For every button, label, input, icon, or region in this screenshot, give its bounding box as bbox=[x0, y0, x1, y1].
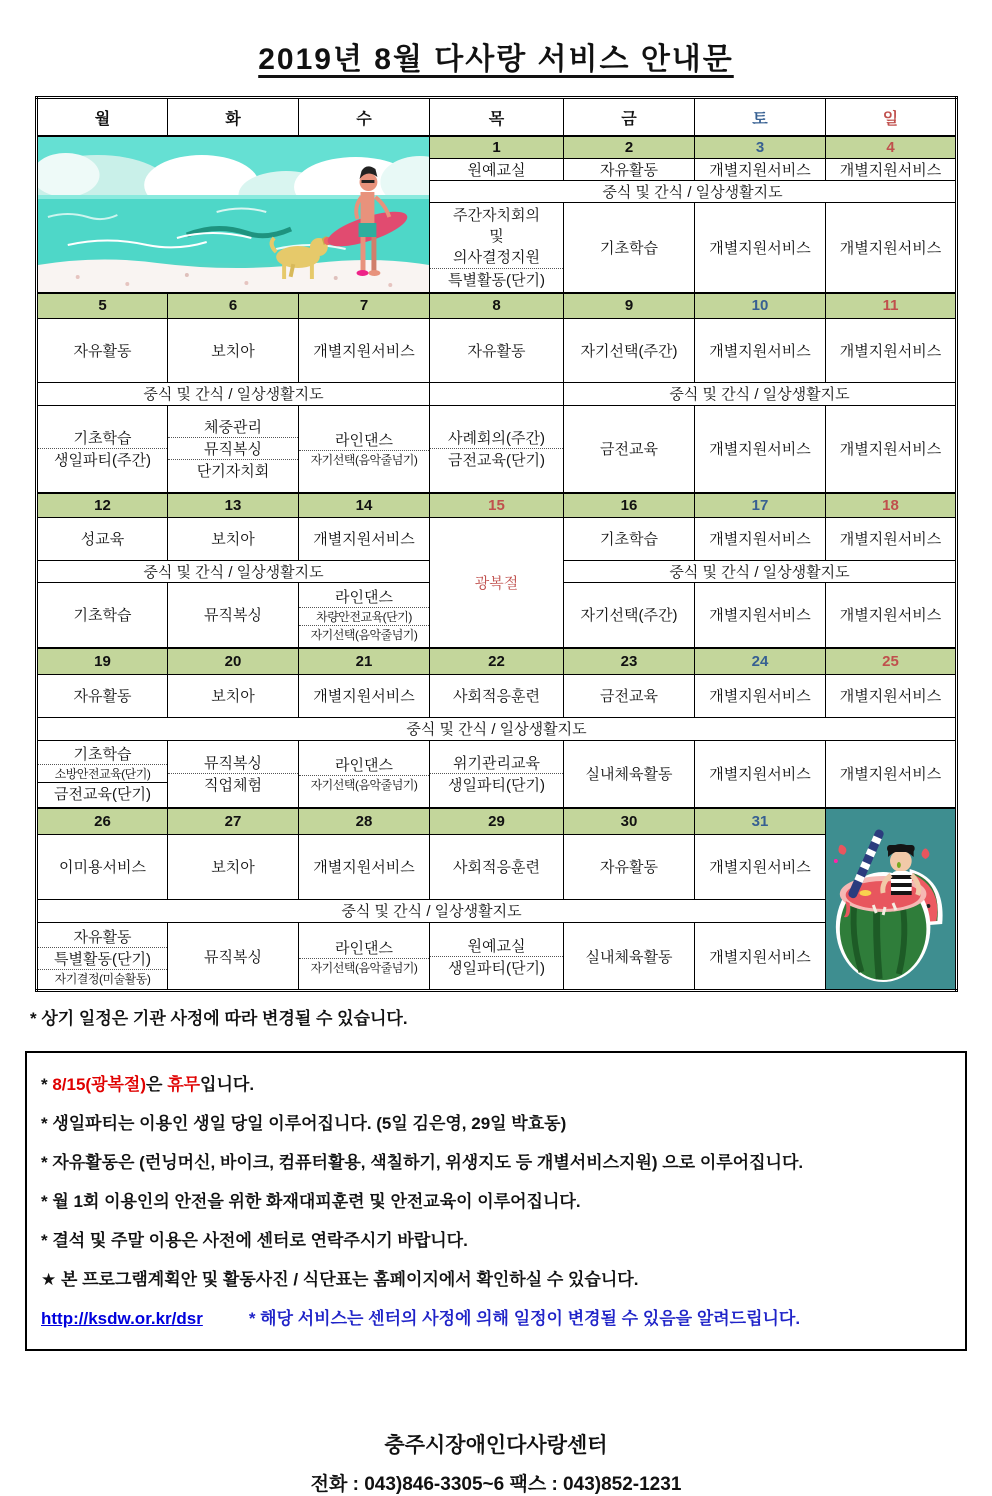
activity-cell: 개별지원서비스 bbox=[695, 740, 826, 808]
notice-line-homepage: ★ 본 프로그램계획안 및 활동사진 / 식단표는 홈페이지에서 확인하실 수 있습니다. bbox=[41, 1270, 639, 1289]
activity-cell: 뮤직복싱 bbox=[168, 582, 299, 648]
date-cell-aug21: 21 bbox=[299, 648, 430, 674]
activity-cell: 보치아 bbox=[168, 517, 299, 560]
activity-cell-wed-pm bbox=[299, 740, 430, 808]
week2-lunch-row bbox=[37, 382, 957, 405]
date-cell-aug15: 15 bbox=[430, 493, 564, 517]
activity-line: 사례회의(주간) bbox=[448, 430, 545, 448]
notice-line-birthday: * 생일파티는 이용인 생일 당일 이루어집니다. (5일 김은영, 29일 박효동) bbox=[41, 1114, 567, 1133]
activity-cell-wed-pm bbox=[299, 405, 430, 493]
date-cell-aug11: 11 bbox=[826, 293, 957, 318]
beach-illustration bbox=[37, 136, 430, 293]
activity-cell: 개별지원서비스 bbox=[695, 318, 826, 382]
activity-cell: 개별지원서비스 bbox=[826, 517, 957, 560]
activity-line: 생일파티(주간) bbox=[38, 448, 167, 470]
date-cell-aug10: 10 bbox=[695, 293, 826, 318]
activity-cell: 개별지원서비스 bbox=[695, 582, 826, 648]
footer-org-name: 충주시장애인다사랑센터 bbox=[384, 1434, 608, 1457]
lunch-cell: 중식 및 간식 / 일상생활지도 bbox=[430, 181, 957, 203]
activity-line: 금전교육(단기) bbox=[38, 782, 167, 804]
activity-line: 직업체험 bbox=[168, 773, 298, 795]
date-cell-aug19: 19 bbox=[37, 648, 168, 674]
date-cell-aug1: 1 bbox=[430, 136, 564, 158]
activity-line: 라인댄스 bbox=[335, 589, 393, 607]
activity-cell-thu-pm bbox=[430, 923, 564, 991]
notice-line-safety: * 월 1회 이용인의 안전을 위한 화재대피훈련 및 안전교육이 이루어집니다. bbox=[41, 1192, 581, 1211]
date-cell-aug25: 25 bbox=[826, 648, 957, 674]
week4-lunch-row bbox=[37, 717, 957, 740]
activity-line: 금전교육(단기) bbox=[430, 448, 563, 470]
activity-cell: 개별지원서비스 bbox=[826, 405, 957, 493]
weekday-thu: 목 bbox=[430, 98, 564, 137]
activity-cell: 뮤직복싱 bbox=[168, 923, 299, 991]
date-cell-aug5: 5 bbox=[37, 293, 168, 318]
activity-line: 자기선택(음악줄넘기) bbox=[299, 450, 429, 468]
activity-cell: 성교육 bbox=[37, 517, 168, 560]
date-cell-aug7: 7 bbox=[299, 293, 430, 318]
date-cell-aug20: 20 bbox=[168, 648, 299, 674]
date-cell-aug8: 8 bbox=[430, 293, 564, 318]
activity-cell: 개별지원서비스 bbox=[695, 674, 826, 717]
weekday-wed: 수 bbox=[299, 98, 430, 137]
lunch-cell: 중식 및 간식 / 일상생활지도 bbox=[564, 382, 957, 405]
weekday-mon: 월 bbox=[37, 98, 168, 137]
activity-cell: 개별지원서비스 bbox=[695, 158, 826, 180]
empty-cell bbox=[430, 382, 564, 405]
date-cell-aug31: 31 bbox=[695, 808, 826, 834]
date-cell-aug30: 30 bbox=[564, 808, 695, 834]
date-cell-aug13: 13 bbox=[168, 493, 299, 517]
date-cell-aug6: 6 bbox=[168, 293, 299, 318]
activity-cell: 개별지원서비스 bbox=[826, 203, 957, 293]
page-title: 2019년 8월 다사랑 서비스 안내문 bbox=[258, 43, 734, 76]
date-cell-aug3: 3 bbox=[695, 136, 826, 158]
activity-cell-tue-pm bbox=[168, 405, 299, 493]
activity-cell: 개별지원서비스 bbox=[695, 834, 826, 899]
weekday-sun: 일 bbox=[826, 98, 957, 137]
activity-cell: 실내체육활동 bbox=[564, 740, 695, 808]
date-cell-aug28: 28 bbox=[299, 808, 430, 834]
week4-date-row bbox=[37, 648, 957, 674]
activity-cell: 개별지원서비스 bbox=[695, 923, 826, 991]
activity-line: 차량안전교육(단기) bbox=[299, 607, 429, 625]
activity-cell-thu-pm bbox=[430, 203, 564, 293]
week2-afternoon-row bbox=[37, 405, 957, 493]
activity-cell-thu-pm bbox=[430, 405, 564, 493]
notice-line-link bbox=[41, 1307, 951, 1331]
lunch-cell: 중식 및 간식 / 일상생활지도 bbox=[564, 560, 957, 582]
date-cell-aug23: 23 bbox=[564, 648, 695, 674]
week5-lunch-row bbox=[37, 899, 957, 922]
date-cell-aug29: 29 bbox=[430, 808, 564, 834]
week5-date-row bbox=[37, 808, 957, 834]
week4-afternoon-row bbox=[37, 740, 957, 808]
activity-cell: 개별지원서비스 bbox=[299, 318, 430, 382]
activity-cell: 원예교실 bbox=[430, 158, 564, 180]
activity-cell: 개별지원서비스 bbox=[299, 674, 430, 717]
activity-line: 자기선택(음악줄넘기) bbox=[299, 625, 429, 643]
activity-line: 원예교실 bbox=[467, 937, 526, 955]
week5-afternoon-row bbox=[37, 923, 957, 991]
activity-cell: 개별지원서비스 bbox=[695, 405, 826, 493]
lunch-cell: 중식 및 간식 / 일상생활지도 bbox=[37, 382, 430, 405]
week4-morning-row bbox=[37, 674, 957, 717]
activity-cell: 개별지원서비스 bbox=[299, 834, 430, 899]
activity-line: 라인댄스 bbox=[335, 757, 393, 775]
date-cell-aug24: 24 bbox=[695, 648, 826, 674]
date-cell-aug14: 14 bbox=[299, 493, 430, 517]
activity-cell: 자유활동 bbox=[564, 834, 695, 899]
activity-line: 라인댄스 bbox=[335, 939, 393, 957]
week3-date-row bbox=[37, 493, 957, 517]
activity-line: 자유활동 bbox=[73, 928, 132, 946]
beach-illustration-graphic bbox=[38, 137, 429, 292]
blue-change-note: * 해당 서비스는 센터의 사정에 의해 일정이 변경될 수 있음을 알려드립니다. bbox=[248, 1309, 801, 1328]
date-cell-aug18: 18 bbox=[826, 493, 957, 517]
activity-cell: 금전교육 bbox=[564, 405, 695, 493]
date-cell-aug12: 12 bbox=[37, 493, 168, 517]
footer bbox=[0, 1429, 992, 1496]
activity-cell: 자유활동 bbox=[430, 318, 564, 382]
calendar-table bbox=[35, 96, 958, 992]
notice-line-free-activity: * 자유활동은 (런닝머신, 바이크, 컴퓨터활용, 색칠하기, 위생지도 등 개별서비스지원) 으로 이루어집니다. bbox=[41, 1153, 804, 1172]
activity-cell: 사회적응훈련 bbox=[430, 674, 564, 717]
activity-cell: 개별지원서비스 bbox=[826, 674, 957, 717]
activity-line: 단기자치회 bbox=[168, 459, 298, 481]
activity-cell: 개별지원서비스 bbox=[826, 740, 957, 808]
activity-cell: 기초학습 bbox=[564, 203, 695, 293]
activity-cell: 개별지원서비스 bbox=[695, 517, 826, 560]
date-cell-aug17: 17 bbox=[695, 493, 826, 517]
activity-cell: 자유활동 bbox=[37, 318, 168, 382]
date-cell-aug22: 22 bbox=[430, 648, 564, 674]
activity-cell: 보치아 bbox=[168, 674, 299, 717]
watermelon-illustration bbox=[826, 808, 957, 991]
week3-morning-row bbox=[37, 517, 957, 560]
weekday-tue: 화 bbox=[168, 98, 299, 137]
activity-cell: 개별지원서비스 bbox=[826, 158, 957, 180]
footer-contact: 전화 : 043)846-3305~6 팩스 : 043)852-1231 bbox=[310, 1474, 682, 1495]
activity-line: 주간자치회의 bbox=[453, 207, 540, 225]
closed-text: 휴무 bbox=[167, 1075, 201, 1094]
weekday-fri: 금 bbox=[564, 98, 695, 137]
weekday-header-row bbox=[37, 98, 957, 137]
activity-cell: 개별지원서비스 bbox=[299, 517, 430, 560]
activity-cell: 개별지원서비스 bbox=[826, 582, 957, 648]
activity-cell: 개별지원서비스 bbox=[826, 318, 957, 382]
date-cell-aug9: 9 bbox=[564, 293, 695, 318]
week1-date-row bbox=[37, 136, 957, 158]
activity-cell: 자유활동 bbox=[564, 158, 695, 180]
activity-cell-mon-pm bbox=[37, 923, 168, 991]
activity-line: 뮤직복싱 bbox=[168, 437, 298, 459]
activity-cell-mon-pm bbox=[37, 405, 168, 493]
schedule-change-footnote: * 상기 일정은 기관 사정에 따라 변경될 수 있습니다. bbox=[30, 1009, 408, 1028]
week2-morning-row bbox=[37, 318, 957, 382]
activity-cell: 실내체육활동 bbox=[564, 923, 695, 991]
activity-cell-thu-pm bbox=[430, 740, 564, 808]
activity-cell: 기초학습 bbox=[564, 517, 695, 560]
notice-box bbox=[25, 1051, 967, 1351]
activity-cell-mon-pm bbox=[37, 740, 168, 808]
activity-cell-tue-pm bbox=[168, 740, 299, 808]
date-cell-aug26: 26 bbox=[37, 808, 168, 834]
activity-line: 생일파티(단기) bbox=[430, 956, 563, 978]
notice-line-absence: * 결석 및 주말 이용은 사전에 센터로 연락주시기 바랍니다. bbox=[41, 1231, 468, 1250]
lunch-cell: 중식 및 간식 / 일상생활지도 bbox=[37, 560, 430, 582]
notice-line-holiday: * 8/15(광복절)은 휴무입니다. bbox=[41, 1075, 255, 1094]
activity-cell-wed-pm bbox=[299, 923, 430, 991]
activity-cell: 자기선택(주간) bbox=[564, 318, 695, 382]
activity-line: 생일파티(단기) bbox=[430, 773, 563, 795]
lunch-cell: 중식 및 간식 / 일상생활지도 bbox=[37, 717, 957, 740]
activity-line: 체중관리 bbox=[204, 419, 262, 437]
homepage-link[interactable]: http://ksdw.or.kr/dsr bbox=[41, 1309, 203, 1328]
activity-cell: 사회적응훈련 bbox=[430, 834, 564, 899]
weekday-sat: 토 bbox=[695, 98, 826, 137]
activity-line: 의사결정지원 bbox=[453, 249, 540, 267]
week2-date-row bbox=[37, 293, 957, 318]
activity-line: 라인댄스 bbox=[335, 432, 393, 450]
activity-line: 자기선택(음악줄넘기) bbox=[299, 775, 429, 793]
activity-line: 특별활동(단기) bbox=[38, 947, 167, 969]
activity-cell: 금전교육 bbox=[564, 674, 695, 717]
activity-line: 특별활동(단기) bbox=[430, 268, 563, 290]
activity-cell: 개별지원서비스 bbox=[695, 203, 826, 293]
activity-line: 기초학습 bbox=[73, 746, 132, 764]
activity-line: 위기관리교육 bbox=[453, 755, 540, 773]
watermelon-illustration-graphic bbox=[826, 809, 955, 989]
activity-cell-wed-pm bbox=[299, 582, 430, 648]
date-cell-aug2: 2 bbox=[564, 136, 695, 158]
activity-line: 및 bbox=[489, 228, 504, 246]
activity-cell: 자기선택(주간) bbox=[564, 582, 695, 648]
activity-line: 소방안전교육(단기) bbox=[38, 764, 167, 782]
holiday-cell-liberation-day: 광복절 bbox=[430, 517, 564, 648]
lunch-cell: 중식 및 간식 / 일상생활지도 bbox=[37, 899, 826, 922]
date-cell-aug27: 27 bbox=[168, 808, 299, 834]
activity-cell: 자유활동 bbox=[37, 674, 168, 717]
date-cell-aug16: 16 bbox=[564, 493, 695, 517]
activity-cell: 보치아 bbox=[168, 834, 299, 899]
activity-line: 뮤직복싱 bbox=[204, 755, 262, 773]
date-cell-aug4: 4 bbox=[826, 136, 957, 158]
activity-line: 기초학습 bbox=[73, 430, 132, 448]
activity-cell: 보치아 bbox=[168, 318, 299, 382]
activity-line: 자기선택(음악줄넘기) bbox=[299, 958, 429, 976]
activity-cell: 기초학습 bbox=[37, 582, 168, 648]
activity-line: 자기결정(미술활동) bbox=[38, 969, 167, 987]
activity-cell: 이미용서비스 bbox=[37, 834, 168, 899]
holiday-date-text: 8/15(광복절) bbox=[52, 1075, 147, 1094]
week5-morning-row bbox=[37, 834, 957, 899]
